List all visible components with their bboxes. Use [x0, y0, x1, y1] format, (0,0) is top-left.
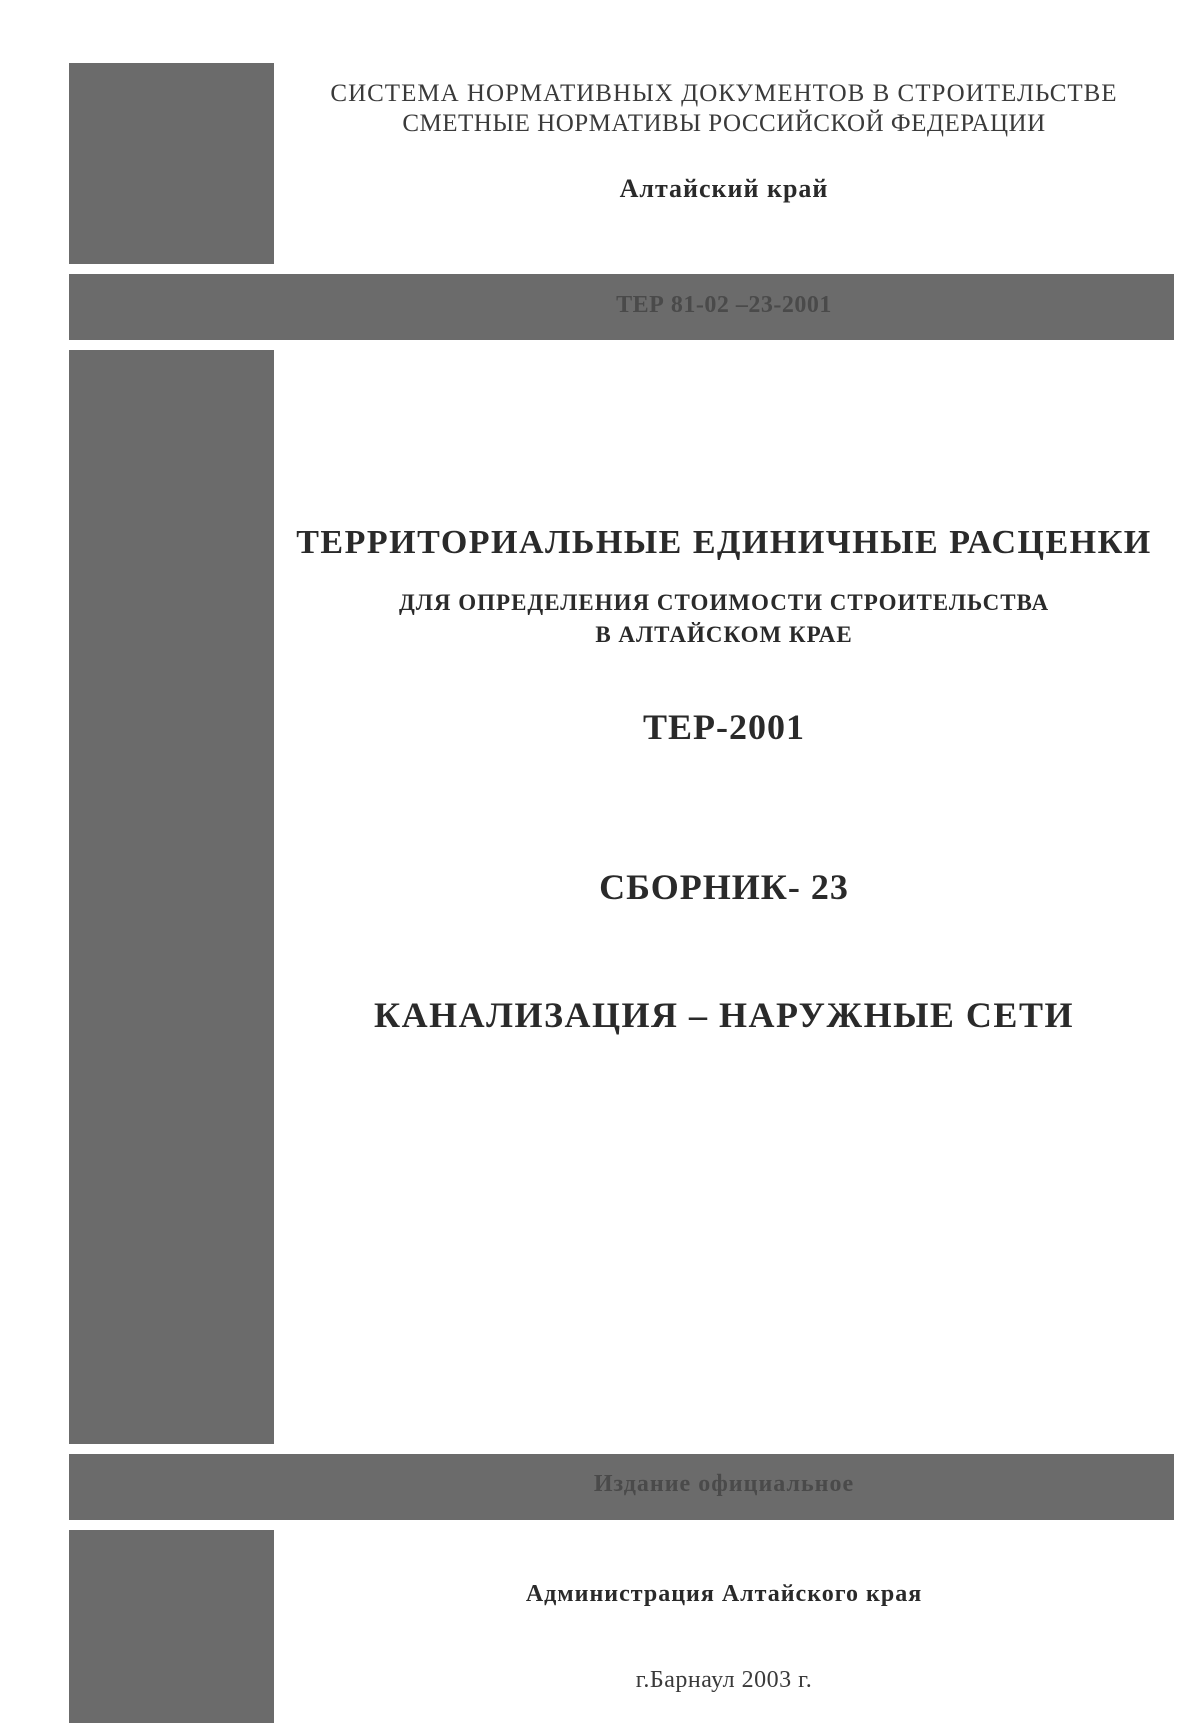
- left-gray-block-bottom: [69, 1530, 274, 1723]
- system-line-1: СИСТЕМА НОРМАТИВНЫХ ДОКУМЕНТОВ В СТРОИТЕЛЬСТВЕ: [330, 80, 1118, 107]
- document-code: ТЕР 81-02 –23-2001: [616, 292, 832, 318]
- left-gray-block-top: [69, 63, 274, 264]
- collection-number: СБОРНИК- 23: [599, 867, 849, 907]
- ter-label: ТЕР-2001: [642, 707, 805, 747]
- publisher: Администрация Алтайского края: [525, 1581, 923, 1607]
- subtitle-line-2: В АЛТАЙСКОМ КРАЕ: [595, 622, 853, 647]
- region-name: Алтайский край: [619, 174, 829, 203]
- document-title: ТЕРРИТОРИАЛЬНЫЕ ЕДИНИЧНЫЕ РАСЦЕНКИ: [296, 524, 1152, 561]
- city-year: г.Барнаул 2003 г.: [635, 1667, 813, 1693]
- edition-label: Издание официальное: [593, 1471, 855, 1497]
- system-line-2: СМЕТНЫЕ НОРМАТИВЫ РОССИЙСКОЙ ФЕДЕРАЦИИ: [402, 110, 1046, 137]
- subtitle-line-1: ДЛЯ ОПРЕДЕЛЕНИЯ СТОИМОСТИ СТРОИТЕЛЬСТВА: [398, 590, 1050, 615]
- left-gray-block-middle: [69, 350, 274, 1444]
- collection-subject: КАНАЛИЗАЦИЯ – НАРУЖНЫЕ СЕТИ: [374, 995, 1074, 1035]
